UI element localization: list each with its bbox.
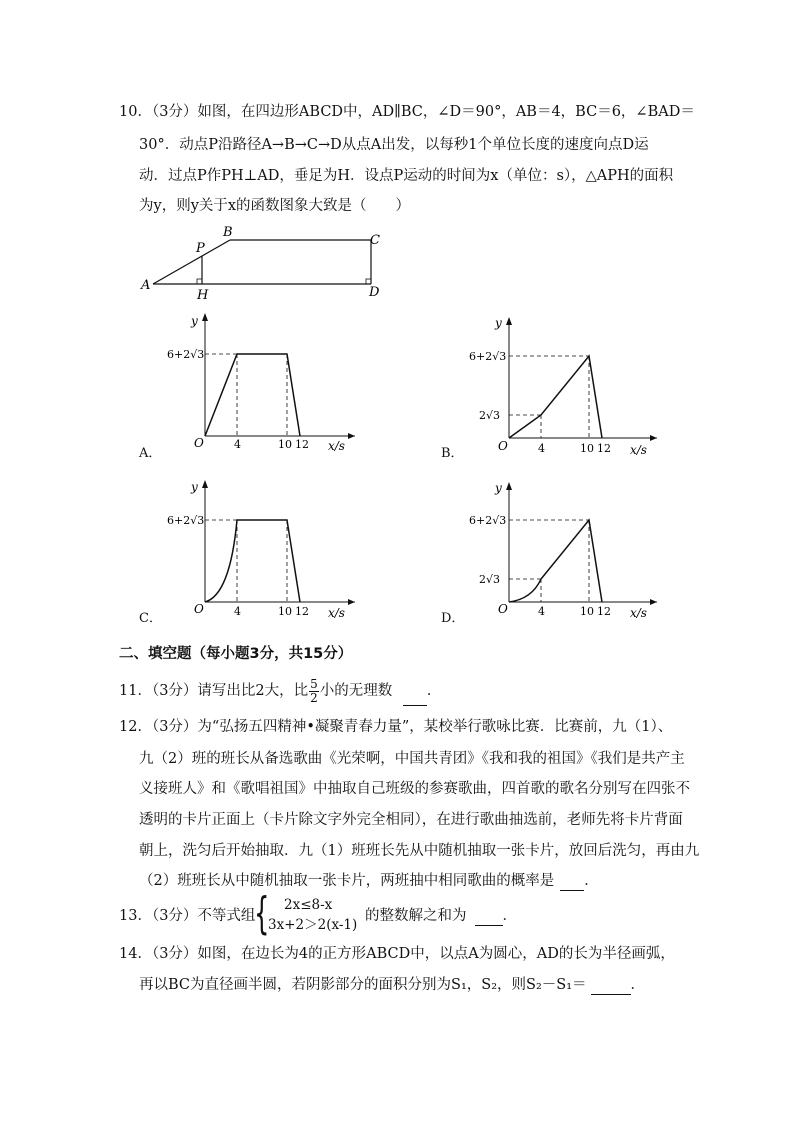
graph-option-d (462, 477, 662, 627)
quadrilateral-figure (135, 222, 395, 304)
svg-text:4: 4 (234, 438, 241, 451)
label-A: A (141, 278, 151, 293)
option-b-label[interactable]: B． (441, 446, 464, 461)
svg-text:12: 12 (597, 605, 611, 618)
svg-text:O: O (498, 439, 508, 453)
q13-prefix: 13．（3分）不等式组 (119, 908, 256, 924)
q11-suffix: 小的无理数 (319, 683, 393, 699)
svg-text:O: O (194, 602, 204, 616)
q14-line2: 再以BC为直径画半圆，若阴影部分的面积分别为S₁，S₂，则S₂－S₁＝ ． (139, 977, 646, 993)
svg-text:6+2√3: 6+2√3 (167, 514, 205, 527)
q12-line1: 12．（3分）为“弘扬五四精神•凝聚青春力量”，某校举行歌咏比赛．比赛前，九（1）、 (119, 719, 673, 735)
q11-fraction: $\frac{5}{2}$ (310, 676, 318, 705)
svg-text:6+2√3: 6+2√3 (469, 514, 507, 527)
q11-answer-blank[interactable] (403, 691, 427, 706)
graph-option-a (160, 308, 360, 458)
svg-text:2√3: 2√3 (479, 409, 501, 422)
q12-line4: 透明的卡片正面上（卡片除文字外完全相同），在进行歌曲抽选前，老师先将卡片背面 (139, 812, 683, 828)
svg-text:6+2√3: 6+2√3 (469, 350, 507, 363)
q10-line4: 为y，则y关于x的函数图象大致是（ ） (139, 198, 411, 214)
svg-text:y: y (191, 314, 198, 328)
section-2-heading: 二、填空题（每小题3分，共15分） (119, 646, 353, 662)
svg-text:10: 10 (580, 605, 594, 618)
q13-ineq2: 3x+2＞2(x-1) (268, 917, 358, 933)
q13-ineq1: 2x≤8-x (284, 897, 333, 913)
label-H: H (197, 288, 209, 303)
svg-text:y: y (191, 480, 198, 494)
graph-option-c (160, 475, 360, 625)
graph-option-b (462, 312, 662, 462)
q13-answer-blank[interactable] (475, 911, 503, 926)
svg-text:10: 10 (580, 442, 594, 455)
q14-line1: 14．（3分）如图，在边长为4的正方形ABCD中，以点A为圆心，AD的长为半径画弧， (119, 946, 675, 962)
q10-line2: 30°．动点P沿路径A→B→C→D从点A出发，以每秒1个单位长度的速度向点D运 (139, 137, 649, 153)
label-B: B (223, 225, 233, 240)
q13-brace: { (254, 888, 270, 939)
q11-prefix: 11．（3分）请写出比2大，比 (119, 683, 309, 699)
q14-answer-blank[interactable] (591, 980, 631, 995)
label-P: P (196, 241, 205, 256)
svg-text:x/s: x/s (328, 606, 345, 620)
option-d-label[interactable]: D． (441, 611, 465, 626)
svg-text:4: 4 (538, 442, 545, 455)
option-a-label[interactable]: A． (139, 446, 162, 461)
svg-text:x/s: x/s (630, 443, 647, 457)
option-c-label[interactable]: C． (139, 611, 162, 626)
q10-line1: 10．（3分）如图，在四边形ABCD中，AD∥BC，∠D＝90°，AB＝4，BC＝6，∠BAD＝ (119, 104, 695, 120)
svg-text:2√3: 2√3 (479, 573, 501, 586)
svg-text:x/s: x/s (630, 606, 647, 620)
q12-line6: （2）班班长从中随机抽取一张卡片，两班抽中相同歌曲的概率是 ． (139, 873, 599, 889)
label-C: C (370, 233, 380, 248)
label-D: D (369, 285, 380, 300)
svg-text:4: 4 (234, 605, 241, 618)
q12-line5: 朝上，洗匀后开始抽取．九（1）班班长先从中随机抽取一张卡片，放回后洗匀，再由九 (139, 843, 700, 859)
svg-text:12: 12 (295, 438, 309, 451)
svg-text:x/s: x/s (328, 439, 345, 453)
svg-text:O: O (498, 602, 508, 616)
q10-line3: 动．过点P作PH⊥AD，垂足为H．设点P运动的时间为x（单位：s），△APH的面积 (139, 168, 674, 184)
svg-text:y: y (495, 481, 502, 495)
svg-text:12: 12 (597, 442, 611, 455)
q11: 11．（3分）请写出比2大，比 $\frac{5}{2}$ 小的无理数 ． (119, 676, 442, 705)
q13-suffix: 的整数解之和为 ． (365, 908, 517, 924)
q12-line3: 义接班人》和《歌唱祖国》中抽取自己班级的参赛歌曲，四首歌的歌名分别写在四张不 (139, 781, 690, 797)
svg-text:10: 10 (278, 438, 292, 451)
svg-text:4: 4 (538, 605, 545, 618)
svg-text:y: y (495, 316, 502, 330)
svg-text:6+2√3: 6+2√3 (167, 348, 205, 361)
svg-text:O: O (194, 436, 204, 450)
svg-text:10: 10 (278, 605, 292, 618)
q12-line2: 九（2）班的班长从备选歌曲《光荣啊，中国共青团》《我和我的祖国》《我们是共产主 (139, 751, 685, 767)
svg-text:12: 12 (295, 605, 309, 618)
q12-answer-blank[interactable] (560, 876, 584, 891)
